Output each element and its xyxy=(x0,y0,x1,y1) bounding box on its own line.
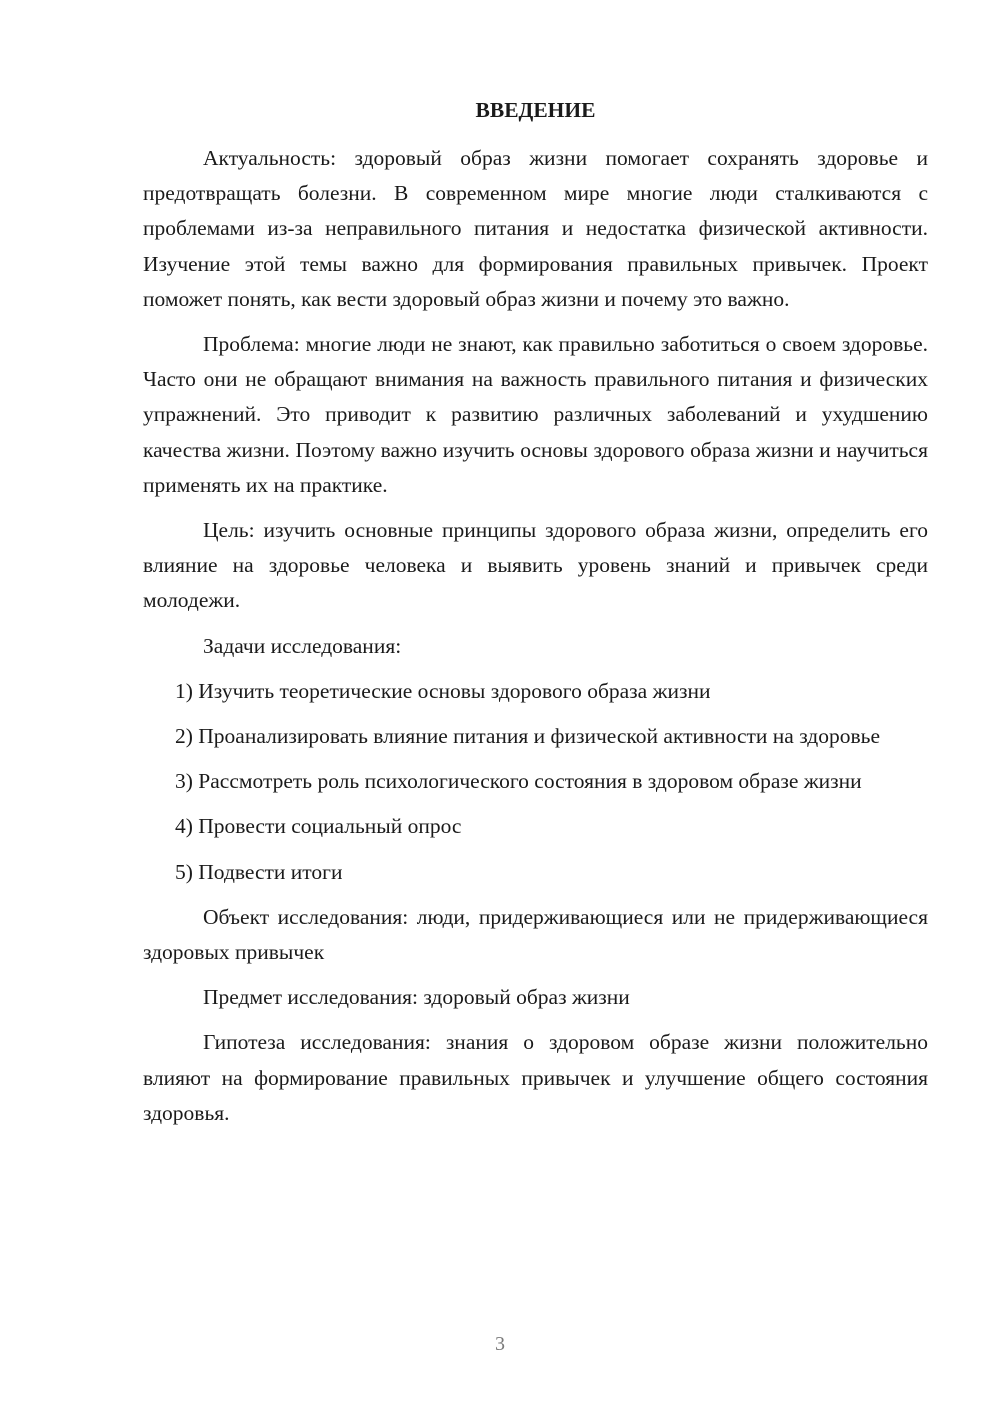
task-item-5: 5) Подвести итоги xyxy=(175,859,343,884)
page-number: 3 xyxy=(495,1333,505,1355)
task-item-3: 3) Рассмотреть роль психологического состояния в здоровом образе жизни xyxy=(175,769,862,794)
page-body xyxy=(143,92,928,1141)
section-heading: ВВЕДЕНИЕ xyxy=(475,98,596,122)
relevance-paragraph: Актуальность: здоровый образ жизни помогает сохранять здоровье и предотвращать болезни. В современном мире многие люди сталкиваются с проблемами из-за неправильного питания и недостатка физической активности. Изучение этой темы важно для формирования правильных привычек. Проект поможет понять, как вести здоровый образ жизни и почему это важно. xyxy=(143,146,928,311)
object-paragraph: Объект исследования: люди, придерживающиеся или не придерживающиеся здоровых привычек xyxy=(143,904,928,965)
hypothesis-paragraph: Гипотеза исследования: знания о здоровом образе жизни положительно влияют на формирование правильных привычек и улучшение общего состояния здоровья. xyxy=(143,1030,928,1125)
goal-paragraph: Цель: изучить основные принципы здорового образа жизни, определить его влияние на здоровье человека и выявить уровень знаний и привычек среди молодежи. xyxy=(143,518,928,613)
tasks-title: Задачи исследования: xyxy=(203,633,402,658)
problem-paragraph: Проблема: многие люди не знают, как правильно заботиться о своем здоровье. Часто они не обращают внимания на важность правильного питания и физических упражнений. Это приводит к развитию различных заболеваний и ухудшению качества жизни. Поэтому важно изучить основы здорового образа жизни и научиться применять их на практике. xyxy=(143,332,928,497)
task-item-2: 2) Проанализировать влияние питания и физической активности на здоровье xyxy=(175,724,880,749)
subject-paragraph: Предмет исследования: здоровый образ жизни xyxy=(203,985,630,1010)
task-item-1: 1) Изучить теоретические основы здорового образа жизни xyxy=(175,678,711,703)
task-item-4: 4) Провести социальный опрос xyxy=(175,814,462,839)
